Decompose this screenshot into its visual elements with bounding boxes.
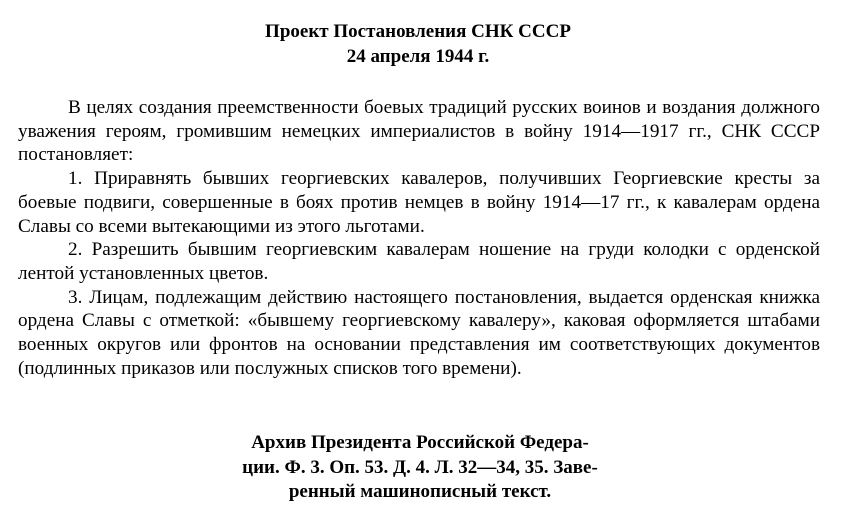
archive-line: Архив Президента Российской Федера-: [251, 432, 589, 453]
clause-2-paragraph: 2. Разрешить бывшим георгиевским кавалерам ношение на груди колодки с орденской лентой установленных цветов.: [18, 239, 820, 284]
document-date: 24 апреля 1944 г.: [346, 46, 490, 67]
clause-3-paragraph: 3. Лицам, подлежащим действию настоящего постановления, выдается орденская книжка ордена Славы с отметкой: «бывшему георгиевскому кавалеру», каковая оформляется штабами военных округов или фронтов на основании представления им соответствующих документов (подлинных приказов или послужных списков того времени).: [18, 286, 820, 379]
archive-line: ренный машинописный текст.: [288, 481, 552, 502]
preamble-paragraph: В целях создания преемственности боевых традиций русских воинов и воздания должного уважения героям, громившим немецких империалистов в войну 1914—1917 гг., СНК СССР постановляет:: [18, 97, 820, 166]
document-title: Проект Постановления СНК СССР: [265, 21, 571, 42]
document-body: [18, 96, 820, 380]
clause-1-paragraph: 1. Приравнять бывших георгиевских кавалеров, получивших Георгиевские кресты за боевые подвиги, совершенные в боях против немцев в войну 1914—17 гг., к кавалерам ордена Славы со всеми вытекающими из этого льготами.: [18, 168, 820, 237]
archive-line: ции. Ф. 3. Оп. 53. Д. 4. Л. 32—34, 35. Заве-: [242, 456, 598, 478]
archive-reference: [0, 431, 840, 505]
